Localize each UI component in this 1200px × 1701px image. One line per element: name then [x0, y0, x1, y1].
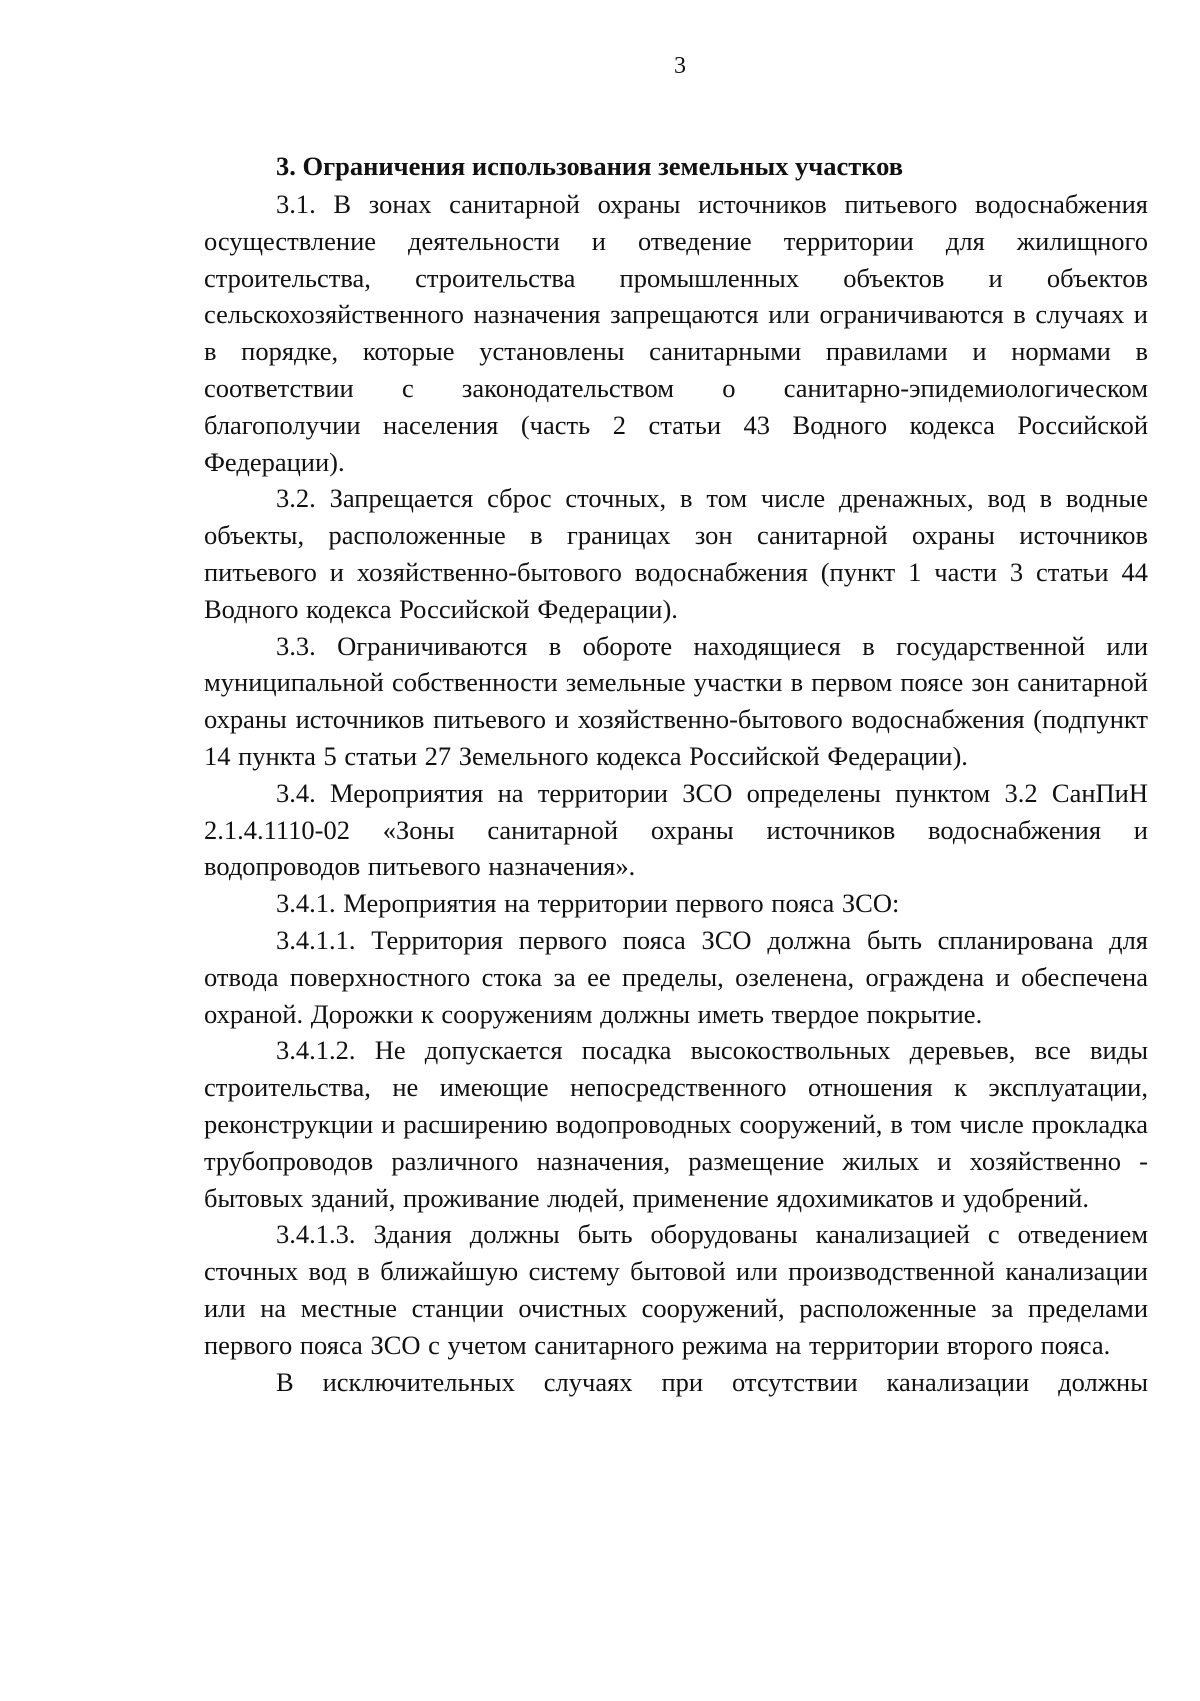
paragraph-3-4-1-3: 3.4.1.3. Здания должны быть оборудованы канализацией с отведением сточных вод в ближайшую систему бытовой или производственной канализации или на местные станции очистных сооружений, расположенные за пределами первого пояса ЗСО с учетом санитарного режима на территории второго пояса. — [204, 1219, 1148, 1360]
section-title: 3. Ограничения использования земельных участков — [276, 151, 904, 181]
paragraph-3-4-1-2: 3.4.1.2. Не допускается посадка высокоствольных деревьев, все виды строительства, не имеющие непосредственного отношения к эксплуатации, реконструкции и расширению водопроводных сооружений, в том числе прокладка трубопроводов различного назначения, размещение жилых и хозяйственно - бытовых зданий, проживание людей, применение ядохимикатов и удобрений. — [204, 1035, 1148, 1213]
paragraph-3-4-1-1: 3.4.1.1. Территория первого пояса ЗСО должна быть спланирована для отвода поверхностного стока за ее пределы, озеленена, ограждена и обеспечена охраной. Дорожки к сооружениям должны иметь твердое покрытие. — [204, 924, 1148, 1029]
paragraph-3-2: 3.2. Запрещается сброс сточных, в том числе дренажных, вод в водные объекты, расположенные в границах зон санитарной охраны источников питьевого и хозяйственно-бытового водоснабжения (пункт 1 части 3 статьи 44 Водного кодекса Российской Федерации). — [204, 483, 1148, 624]
page-number: 3 — [674, 53, 686, 79]
paragraph-3-4-1: 3.4.1. Мероприятия на территории первого пояса ЗСО: — [276, 888, 900, 919]
paragraph-exceptional-cases: В исключительных случаях при отсутствии канализации должны — [276, 1366, 1148, 1397]
paragraph-3-3: 3.3. Ограничиваются в обороте находящиеся в государственной или муниципальной собственности земельные участки в первом поясе зон санитарной охраны источников питьевого и хозяйственно-бытового водоснабжения (подпункт 14 пункта 5 статьи 27 Земельного кодекса Российской Федерации). — [204, 630, 1148, 771]
document-body — [204, 147, 1148, 1400]
paragraph-3-1: 3.1. В зонах санитарной охраны источников питьевого водоснабжения осуществление деятельности и отведение территории для жилищного строительства, строительства промышленных объектов и объектов сельскохозяйственного назначения запрещаются или ограничиваются в случаях и в порядке, которые установлены санитарными правилами и нормами в соответствии с законодательством о санитарно-эпидемиологическом благополучии населения (часть 2 статьи 43 Водного кодекса Российской Федерации). — [204, 189, 1148, 477]
paragraph-3-4: 3.4. Мероприятия на территории ЗСО определены пунктом 3.2 СанПиН 2.1.4.1110-02 «Зоны санитарной охраны источников водоснабжения и водопроводов питьевого назначения». — [204, 777, 1148, 882]
